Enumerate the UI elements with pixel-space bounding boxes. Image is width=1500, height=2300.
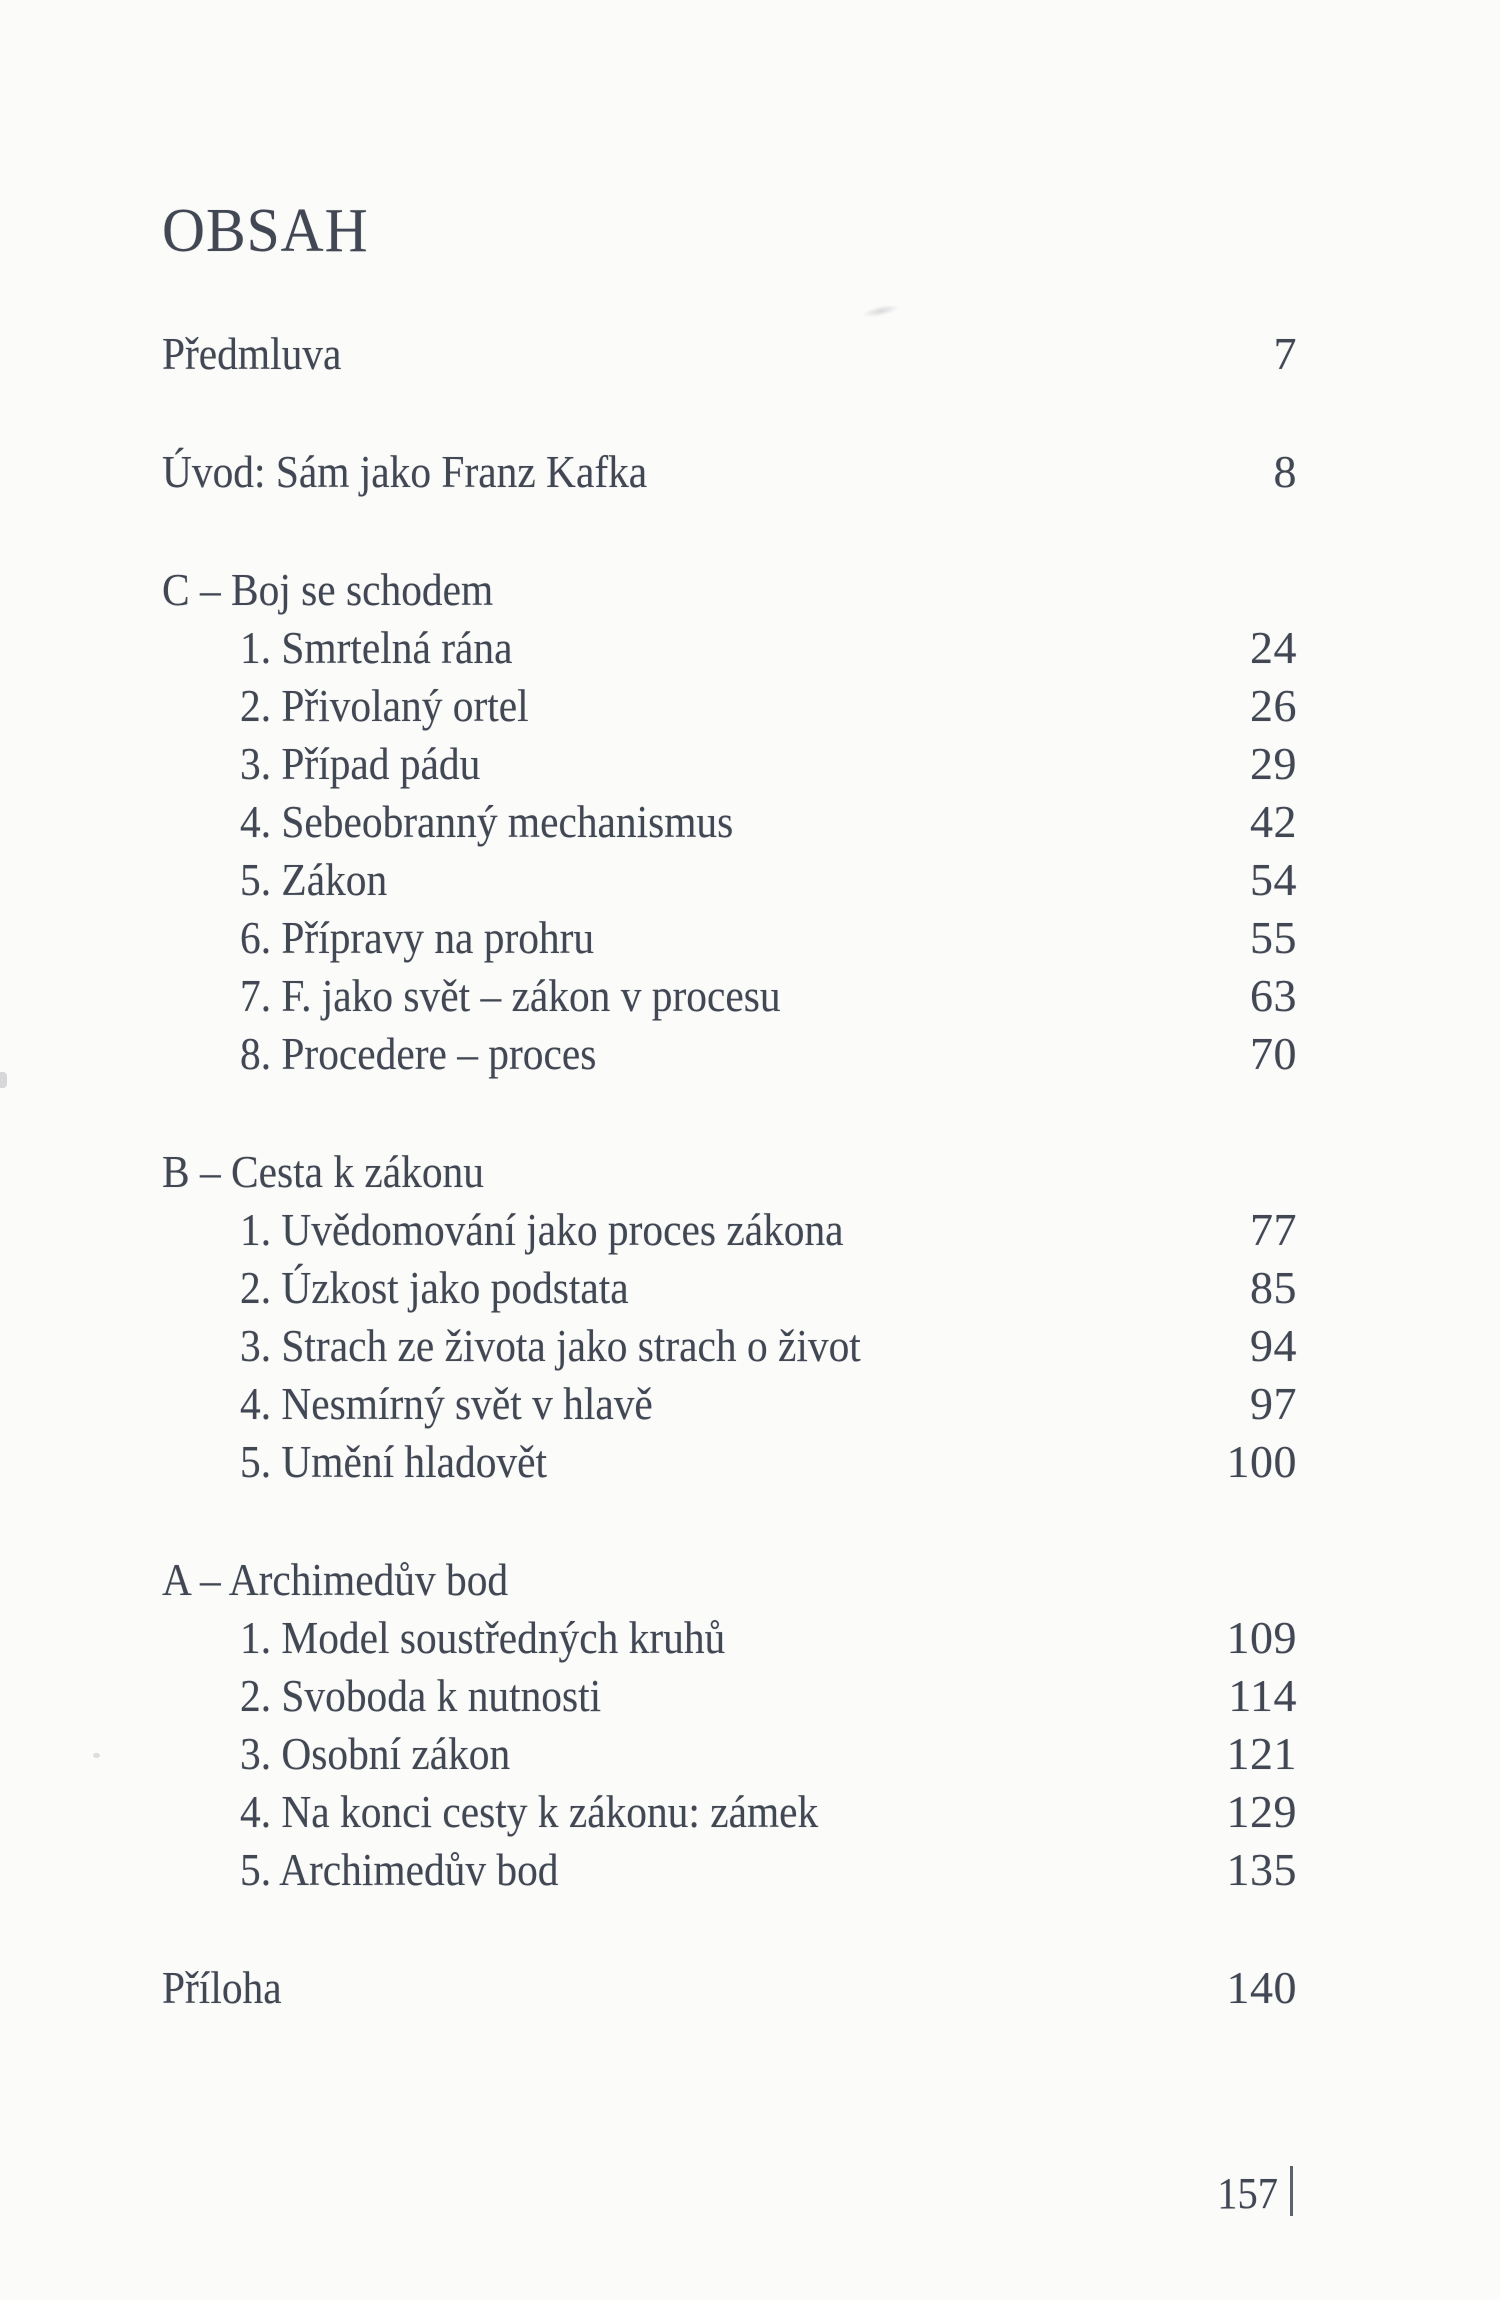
toc-label: 4. Na konci cesty k zákonu: zámek (240, 1786, 819, 1837)
toc-section-heading (162, 561, 1297, 619)
scan-edge-mark (0, 1072, 7, 1088)
toc-row (162, 1201, 1297, 1259)
toc-page-number: 121 (1226, 1728, 1297, 1779)
toc-page-number: 42 (1250, 796, 1297, 847)
footer-page-number: 157 (1217, 2169, 1278, 2218)
toc-row (162, 909, 1297, 967)
toc-row (162, 851, 1297, 909)
toc-row (162, 1841, 1297, 1899)
toc-label: 3. Strach ze života jako strach o život (240, 1320, 861, 1371)
toc-page-number: 77 (1250, 1204, 1297, 1255)
toc-page-number: 55 (1250, 912, 1297, 963)
toc-label: 7. F. jako svět – zákon v procesu (240, 970, 781, 1021)
toc-label: 2. Úzkost jako podstata (240, 1262, 629, 1313)
toc-label: A – Archimedův bod (162, 1554, 509, 1605)
toc-label: 2. Svoboda k nutnosti (240, 1670, 602, 1721)
toc-label: Úvod: Sám jako Franz Kafka (162, 446, 648, 497)
toc-page-number: 29 (1250, 738, 1297, 789)
toc-row (162, 1667, 1297, 1725)
toc-label: 6. Přípravy na prohru (240, 912, 595, 963)
toc-page-number: 100 (1226, 1436, 1297, 1487)
toc-label: 5. Umění hladovět (240, 1436, 547, 1487)
toc-page-number: 135 (1226, 1844, 1297, 1895)
toc-page-number: 24 (1250, 622, 1297, 673)
toc-page-number: 97 (1250, 1378, 1297, 1429)
toc-page-number: 26 (1250, 680, 1297, 731)
toc-page-number: 114 (1228, 1670, 1297, 1721)
toc-row (162, 1025, 1297, 1083)
toc-label: 8. Procedere – proces (240, 1028, 597, 1079)
toc-label: Předmluva (162, 328, 342, 379)
toc-section-heading (162, 1551, 1297, 1609)
toc-page-number: 8 (1273, 446, 1297, 497)
toc-page-number: 129 (1226, 1786, 1297, 1837)
toc-row (162, 793, 1297, 851)
toc-label: 3. Osobní zákon (240, 1728, 511, 1779)
toc-row (162, 325, 1297, 383)
table-of-contents (162, 325, 1297, 2017)
toc-label: 5. Archimedův bod (240, 1844, 559, 1895)
toc-label: 3. Případ pádu (240, 738, 481, 789)
toc-row (162, 1259, 1297, 1317)
toc-label: 4. Sebeobranný mechanismus (240, 796, 734, 847)
toc-row (162, 1375, 1297, 1433)
toc-row (162, 1959, 1297, 2017)
toc-label: B – Cesta k zákonu (162, 1146, 484, 1197)
toc-page-number: 7 (1273, 328, 1297, 379)
toc-row (162, 735, 1297, 793)
toc-row (162, 1783, 1297, 1841)
toc-row (162, 1609, 1297, 1667)
page-title: OBSAH (162, 197, 369, 265)
toc-row (162, 619, 1297, 677)
toc-page-number: 54 (1250, 854, 1297, 905)
page-footer (1212, 2158, 1293, 2220)
footer-divider (1290, 2166, 1293, 2216)
scan-speck (93, 1753, 100, 1758)
toc-row (162, 967, 1297, 1025)
toc-page-number: 140 (1226, 1962, 1297, 2013)
toc-row (162, 677, 1297, 735)
toc-page-number: 70 (1250, 1028, 1297, 1079)
toc-label: 1. Uvědomování jako proces zákona (240, 1204, 844, 1255)
toc-page-number: 94 (1250, 1320, 1297, 1371)
toc-page-number: 85 (1250, 1262, 1297, 1313)
toc-page-number: 63 (1250, 970, 1297, 1021)
toc-label: 5. Zákon (240, 854, 388, 905)
scan-smudge (861, 302, 900, 320)
toc-row (162, 1725, 1297, 1783)
toc-row (162, 1433, 1297, 1491)
toc-label: 4. Nesmírný svět v hlavě (240, 1378, 653, 1429)
toc-label: Příloha (162, 1962, 282, 2013)
toc-section-heading (162, 1143, 1297, 1201)
toc-page-number: 109 (1226, 1612, 1297, 1663)
toc-label: 1. Model soustředných kruhů (240, 1612, 726, 1663)
toc-label: 1. Smrtelná rána (240, 622, 513, 673)
toc-label: C – Boj se schodem (162, 564, 494, 615)
toc-row (162, 443, 1297, 501)
toc-label: 2. Přivolaný ortel (240, 680, 529, 731)
toc-row (162, 1317, 1297, 1375)
